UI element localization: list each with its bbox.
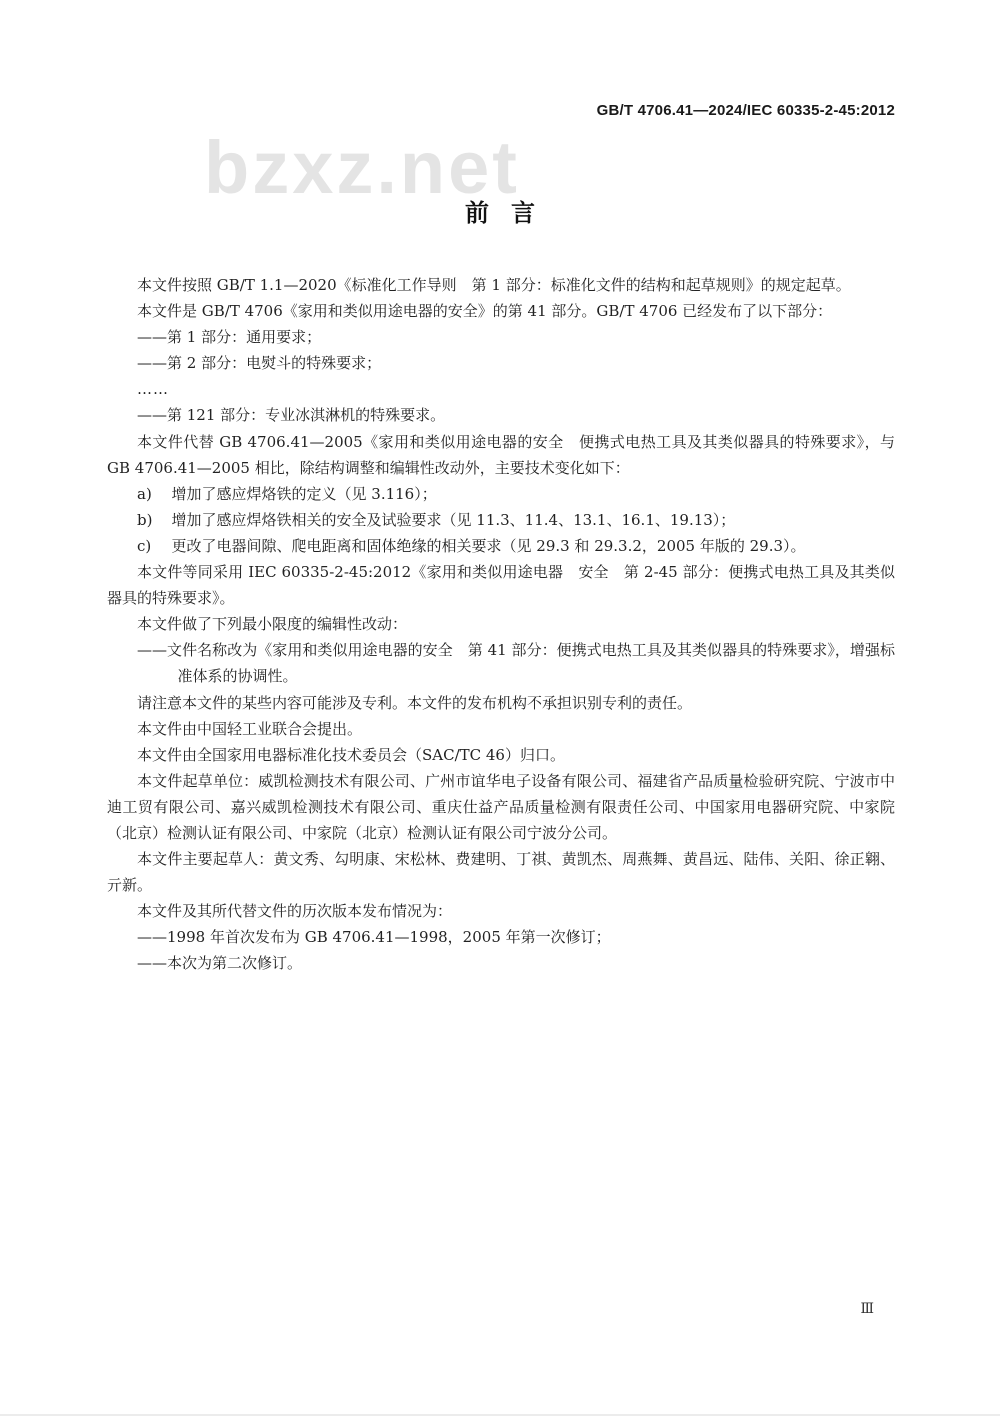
paragraph-proposed-by: 本文件由中国轻工业联合会提出。 [137, 719, 363, 738]
list-item: ——第 2 部分：电熨斗的特殊要求； [137, 354, 382, 373]
foreword-body [107, 272, 895, 977]
page-number: Ⅲ [860, 1301, 874, 1317]
paragraph-drafting-units: 本文件起草单位：威凯检测技术有限公司、广州市谊华电子设备有限公司、福建省产品质量检验研究院、宁波市中迪工贸有限公司、嘉兴威凯检测技术有限公司、重庆仕益产品质量检测有限责任公司、中国家用电器研究院、中家院（北京）检测认证有限公司、中家院（北京）检测认证有限公司宁波分公司。 [107, 771, 895, 842]
paragraph-identical-adoption: 本文件等同采用 IEC 60335-2-45:2012《家用和类似用途电器 安全 第 2-45 部分：便携式电热工具及其类似器具的特殊要求》。 [107, 563, 895, 608]
change-item [107, 507, 895, 533]
watermark: bzxz.net [204, 126, 520, 209]
change-item-label: a) [137, 484, 152, 503]
change-item-text: 更改了电器间隙、爬电距离和固体绝缘的相关要求（见 29.3 和 29.3.2，2005 年版的 29.3）。 [171, 536, 806, 555]
page-title: 前言 [465, 199, 557, 227]
change-item-text: 增加了感应焊烙铁的定义（见 3.116）； [171, 484, 437, 503]
paragraph-drafters: 本文件主要起草人：黄文秀、勾明康、宋松林、费建明、丁祺、黄凯杰、周燕舞、黄昌远、陆伟、关阳、徐正翱、亓新。 [107, 850, 895, 895]
page-edge-divider [0, 1414, 1000, 1416]
change-item-label: b) [137, 510, 153, 529]
list-item: ——本次为第二次修订。 [137, 954, 303, 973]
list-item: ——第 121 部分：专业冰淇淋机的特殊要求。 [137, 406, 446, 425]
list-item: ——文件名称改为《家用和类似用途电器的安全 第 41 部分：便携式电热工具及其类似器具的特殊要求》，增强标准体系的协调性。 [137, 641, 895, 686]
paragraph-editorial-changes: 本文件做了下列最小限度的编辑性改动： [137, 615, 408, 634]
list-item: ——第 1 部分：通用要求； [137, 328, 322, 347]
paragraph-replaces: 本文件代替 GB 4706.41—2005《家用和类似用途电器的安全 便携式电热工具及其类似器具的特殊要求》，与 GB 4706.41—2005 相比，除结构调整和编辑性改动外，主要技术变化如下： [107, 432, 895, 477]
paragraph-drafting-rules: 本文件按照 GB/T 1.1—2020《标准化工作导则 第 1 部分：标准化文件的结构和起草规则》的规定起草。 [137, 276, 851, 294]
list-ellipsis: …… [137, 380, 169, 399]
change-item [107, 481, 895, 507]
paragraph-history-intro: 本文件及其所代替文件的历次版本发布情况为： [137, 902, 453, 921]
standard-code: GB/T 4706.41—2024/IEC 60335-2-45:2012 [596, 102, 895, 119]
change-item-label: c) [137, 536, 152, 555]
list-item: ——1998 年首次发布为 GB 4706.41—1998，2005 年第一次修订； [137, 928, 611, 947]
change-item-text: 增加了感应焊烙铁相关的安全及试验要求（见 11.3、11.4、13.1、16.1、19.13）； [171, 510, 736, 529]
change-item [107, 533, 895, 559]
paragraph-patent-notice: 请注意本文件的某些内容可能涉及专利。本文件的发布机构不承担识别专利的责任。 [137, 693, 693, 712]
paragraph-administered-by: 本文件由全国家用电器标准化技术委员会（SAC/TC 46）归口。 [137, 745, 565, 764]
paragraph-part-of-series: 本文件是 GB/T 4706《家用和类似用途电器的安全》的第 41 部分。GB/T 4706 已经发布了以下部分： [137, 302, 833, 321]
